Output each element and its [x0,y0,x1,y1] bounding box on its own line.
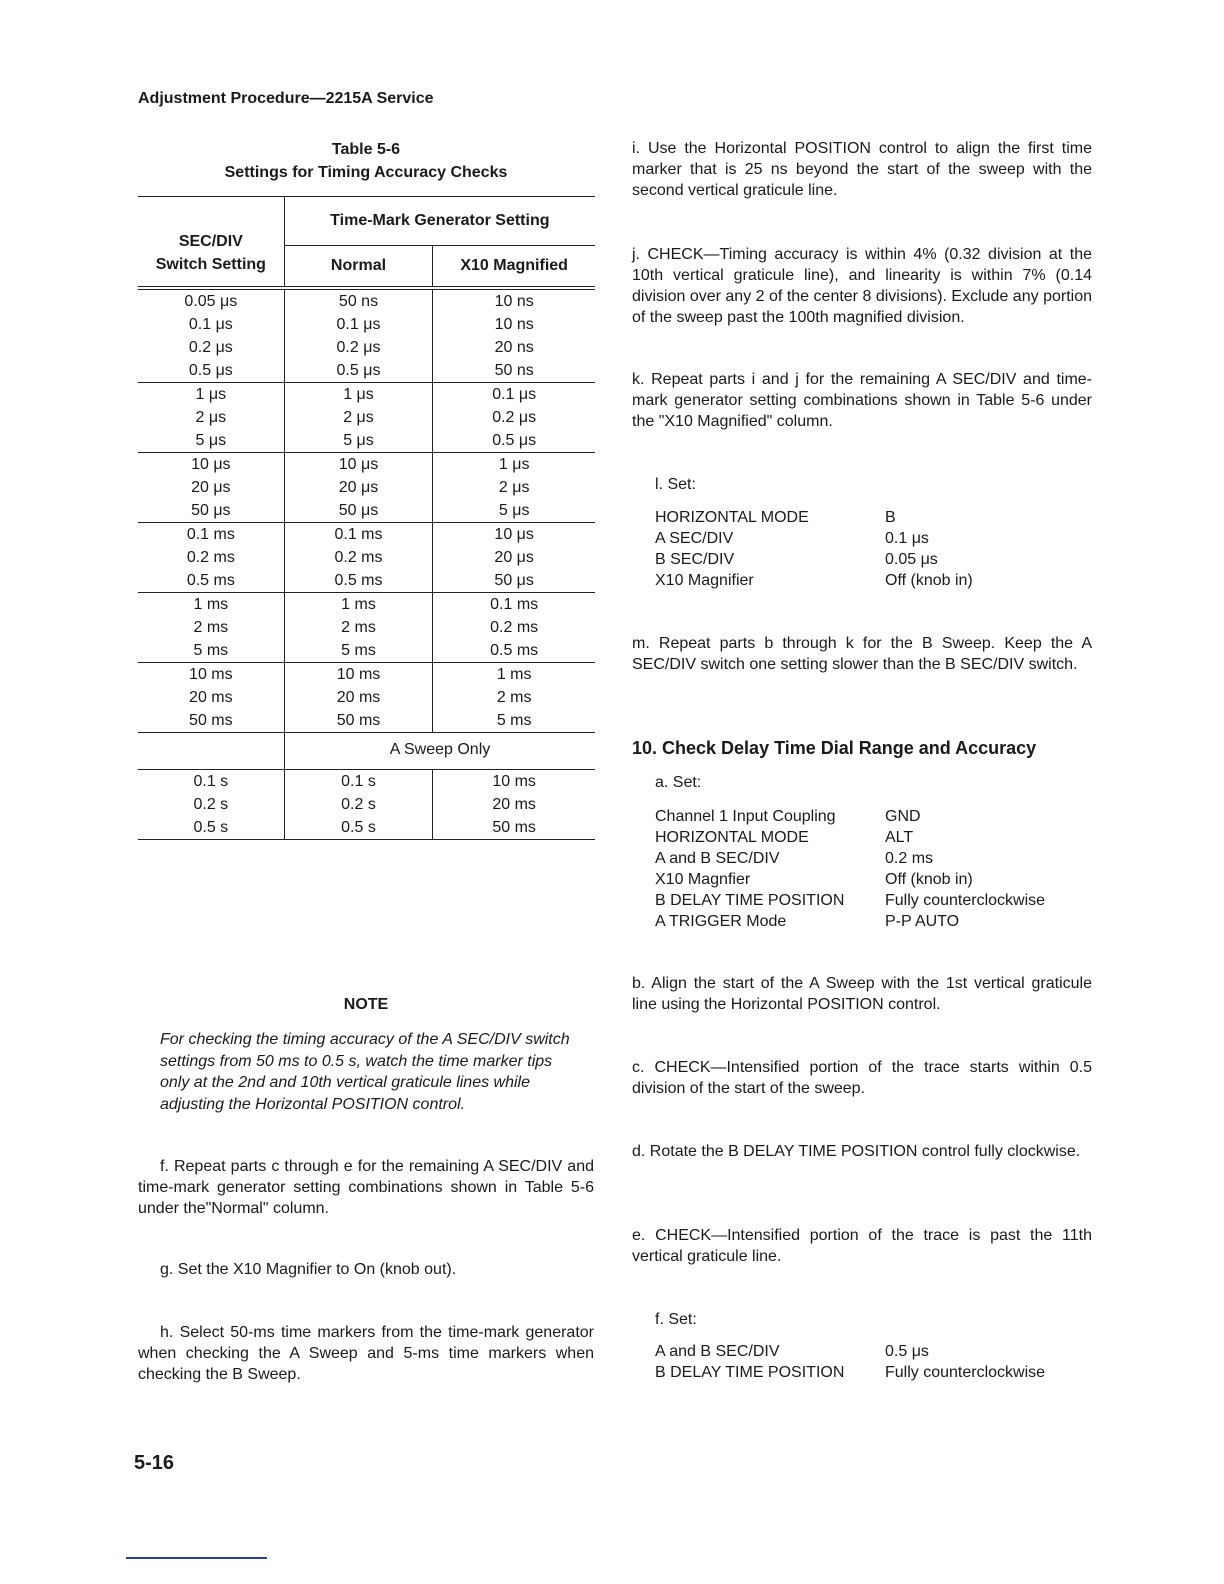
table-title: Settings for Timing Accuracy Checks [224,164,508,181]
step-e: e. CHECK—Intensified portion of the trace is past the 11th vertical graticule line. [632,1227,1092,1265]
setting-value: Fully counterclockwise [885,1364,1046,1381]
step-a-label: a. Set: [655,774,702,791]
normal-cell: 1 ms 2 ms 5 ms [284,593,433,663]
setting-name: HORIZONTAL MODE [655,829,809,846]
table-number: Table 5-6 [331,141,401,158]
setting-row [655,806,1085,827]
setting-value: B [885,509,896,526]
col-header-sec-div: SEC/DIV Switch Setting [138,197,284,289]
setting-row [655,1362,1085,1383]
footer-rule [126,1557,267,1559]
table-row-group [138,593,595,663]
sec-div-cell: 1 μs 2 μs 5 μs [138,383,284,453]
normal-cell: 1 μs 2 μs 5 μs [284,383,433,453]
setting-value: 0.1 μs [885,530,929,547]
note-title: NOTE [343,996,389,1013]
step-c: c. CHECK—Intensified portion of the trace starts within 0.5 division of the start of the sweep. [632,1059,1092,1097]
col-header-group: Time-Mark Generator Setting [284,197,595,246]
setting-name: B SEC/DIV [655,551,735,568]
step-f-left: f. Repeat parts c through e for the remaining A SEC/DIV and time-mark generator setting combinations shown in Table 5-6 under the"Normal" column. [138,1158,594,1217]
step-j: j. CHECK—Timing accuracy is within 4% (0.32 division at the 10th vertical graticule line), and linearity is within 7% (0.14 division over any 2 of the center 8 divisions). Exclude any portion of the sweep past the 100th magnified division. [632,246,1092,326]
setting-value: P-P AUTO [885,913,960,930]
x10-cell: 10 ns 10 ns 20 ns 50 ns [494,293,534,379]
section-10-heading: 10. Check Delay Time Dial Range and Accuracy [632,738,1037,758]
sec-div-cell: 10 μs 20 μs 50 μs [138,453,284,523]
setting-row [655,869,1085,890]
note-body: For checking the timing accuracy of the A SEC/DIV switch settings from 50 ms to 0.5 s, watch the time marker tips only at the 2nd and 10th vertical graticule lines while adjusting the Horizontal POSITION control. [160,1031,570,1113]
normal-cell: 0.1 ms 0.2 ms 0.5 ms [284,523,433,593]
table-row-group [138,453,595,523]
setting-name: A TRIGGER Mode [655,913,787,930]
setting-name: HORIZONTAL MODE [655,509,809,526]
table-row-group [138,663,595,733]
sec-div-cell: 10 ms 20 ms 50 ms [138,663,284,733]
normal-cell: 0.1 s 0.2 s 0.5 s [284,770,433,840]
table-row-group [138,383,595,453]
step-k: k. Repeat parts i and j for the remaining A SEC/DIV and time-mark generator setting combinations shown in Table 5-6 under the "X10 Magnified" column. [632,371,1092,430]
page-number: 5-16 [134,1452,175,1474]
sec-div-cell: 0.1 ms 0.2 ms 0.5 ms [138,523,284,593]
setting-row [655,507,1085,528]
setting-row [655,890,1085,911]
step-l-label: l. Set: [655,476,696,493]
setting-name: Channel 1 Input Coupling [655,808,836,825]
x10-cell: 0.1 μs 0.2 μs 0.5 μs [492,386,537,449]
step-d: d. Rotate the B DELAY TIME POSITION control fully clockwise. [632,1143,1081,1160]
setting-row [655,1341,1085,1362]
setting-row [655,827,1085,848]
x10-cell: 1 μs 2 μs 5 μs [498,456,530,519]
sec-div-cell: 0.1 s 0.2 s 0.5 s [138,770,284,840]
setting-row [655,911,1085,932]
setting-value: GND [885,808,921,825]
setting-value: Off (knob in) [885,572,973,589]
setting-name: A and B SEC/DIV [655,1343,780,1360]
setting-value: ALT [885,829,914,846]
normal-cell: 10 ms 20 ms 50 ms [284,663,433,733]
step-g: g. Set the X10 Magnifier to On (knob out). [160,1261,457,1278]
setting-row [655,549,1085,570]
setting-row [655,570,1085,591]
x10-cell: 10 μs 20 μs 50 μs [494,526,534,589]
table-row-group [138,770,595,840]
step-f-label: f. Set: [655,1311,697,1328]
setting-name: A SEC/DIV [655,530,734,547]
setting-row [655,528,1085,549]
step-i: i. Use the Horizontal POSITION control to align the first time marker that is 25 ns beyond the start of the sweep with the second vertical graticule line. [632,140,1092,199]
x10-cell: 0.1 ms 0.2 ms 0.5 ms [490,596,539,659]
x10-cell: 1 ms 2 ms 5 ms [496,666,532,729]
step-a-settings [655,806,1085,932]
a-sweep-only-label: A Sweep Only [138,733,595,770]
setting-name: B DELAY TIME POSITION [655,1364,845,1381]
setting-value: Fully counterclockwise [885,892,1046,909]
running-head: Adjustment Procedure—2215A Service [138,90,434,107]
setting-value: 0.5 μs [885,1343,929,1360]
setting-name: X10 Magnfier [655,871,751,888]
normal-cell: 50 ns 0.1 μs 0.2 μs 0.5 μs [284,288,433,383]
setting-value: 0.05 μs [885,551,938,568]
col-header-normal: Normal [284,246,433,289]
table-row-group [138,288,595,383]
setting-name: A and B SEC/DIV [655,850,780,867]
step-f-settings [655,1341,1085,1383]
setting-name: B DELAY TIME POSITION [655,892,845,909]
setting-row [655,848,1085,869]
table-row-group [138,523,595,593]
setting-name: X10 Magnifier [655,572,754,589]
sec-div-cell: 1 ms 2 ms 5 ms [138,593,284,663]
step-h: h. Select 50-ms time markers from the time-mark generator when checking the A Sweep and 5-ms time markers when checking the B Sweep. [138,1324,594,1383]
step-m: m. Repeat parts b through k for the B Sweep. Keep the A SEC/DIV switch one setting slower than the B SEC/DIV switch. [632,635,1092,673]
normal-cell: 10 μs 20 μs 50 μs [284,453,433,523]
sec-div-cell: 0.05 μs 0.1 μs 0.2 μs 0.5 μs [138,288,284,383]
timing-settings-table [138,196,595,840]
col-header-x10: X10 Magnified [460,257,568,274]
setting-value: Off (knob in) [885,871,973,888]
setting-value: 0.2 ms [885,850,934,867]
x10-cell: 10 ms 20 ms 50 ms [492,773,536,836]
step-b: b. Align the start of the A Sweep with the 1st vertical graticule line using the Horizontal POSITION control. [632,975,1092,1013]
step-l-settings [655,507,1085,591]
